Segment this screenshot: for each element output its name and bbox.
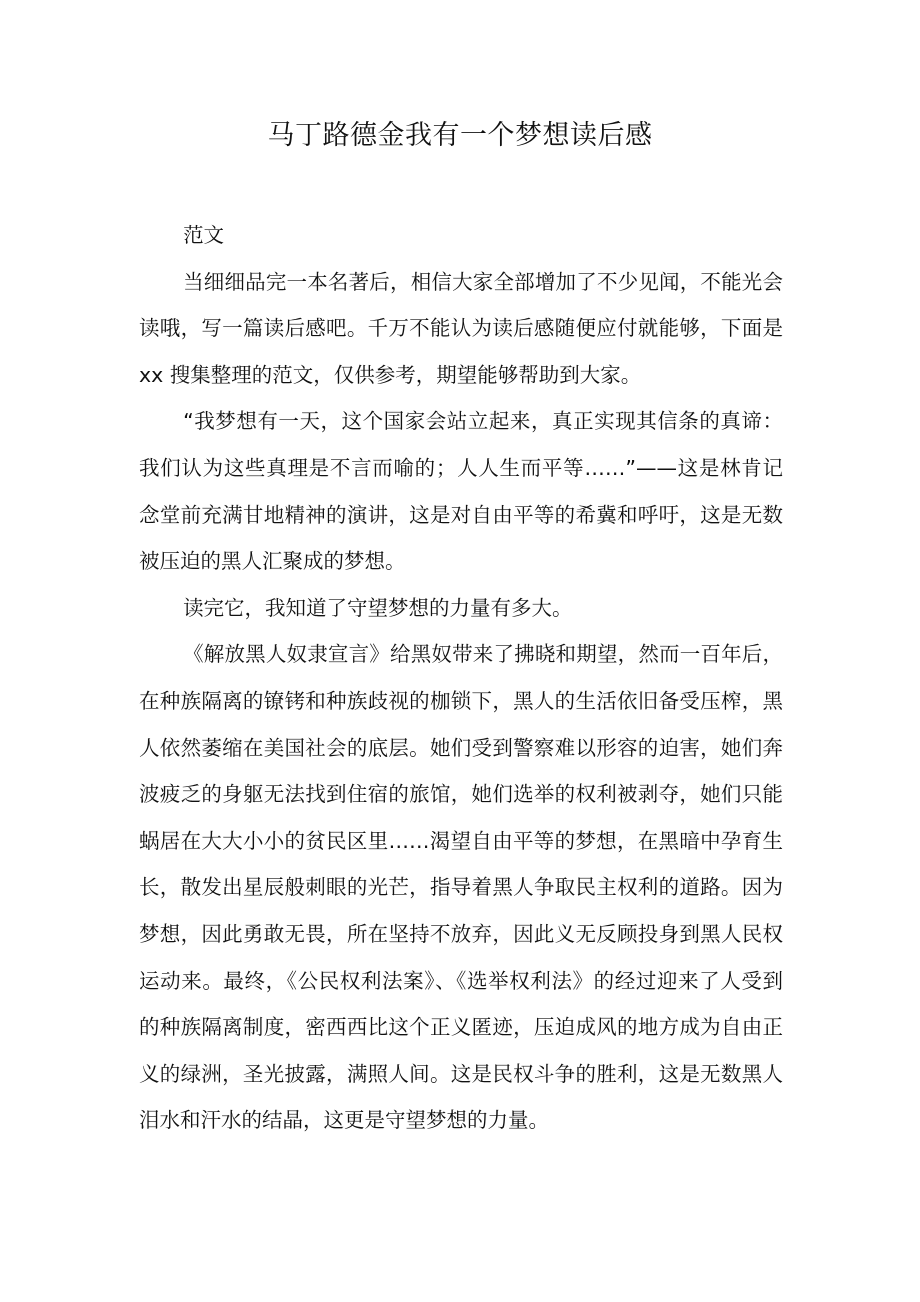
paragraph-intro: 当细细品完一本名著后，相信大家全部增加了不少见闻，不能光会读哦，写一篇读后感吧。千万不能认为读后感随便应付就能够，下面是 xx 搜集整理的范文，仅供参考，期望能够帮助到大家。 [139,269,783,387]
document-body [139,212,783,1144]
document-title: 马丁路德金我有一个梦想读后感 [267,120,653,151]
paragraph-label: 范文 [183,223,225,247]
paragraph-reflection: 读完它，我知道了守望梦想的力量有多大。 [183,595,573,620]
paragraph-quote: “我梦想有一天，这个国家会站立起来，真正实现其信条的真谛：我们认为这些真理是不言而喻的；人人生而平等……”——这是林肯记念堂前充满甘地精神的演讲，这是对自由平等的希冀和呼吁，这是无数被压迫的黑人汇聚成的梦想。 [139,409,783,574]
paragraph-main: 《解放黑人奴隶宣言》给黑奴带来了拂晓和期望，然而一百年后，在种族隔离的镣铐和种族歧视的枷锁下，黑人的生活依旧备受压榨，黑人依然萎缩在美国社会的底层。她们受到警察难以形容的迫害，她们奔波疲乏的身躯无法找到住宿的旅馆，她们选举的权利被剥夺，她们只能蜗居在大大小小的贫民区里……渴望自由平等的梦想，在黑暗中孕育生长，散发出星辰般刺眼的光芒，指导着黑人争取民主权利的道路。因为梦想，因此勇敢无畏，所在坚持不放弃，因此义无反顾投身到黑人民权运动来。最终，《公民权利法案》、《选举权利法》的经过迎来了人受到的种族隔离制度，密西西比这个正义匿迹，压迫成风的地方成为自由正义的绿洲，圣光披露，满照人间。这是民权斗争的胜利，这是无数黑人泪水和汗水的结晶，这更是守望梦想的力量。 [139,642,783,1133]
